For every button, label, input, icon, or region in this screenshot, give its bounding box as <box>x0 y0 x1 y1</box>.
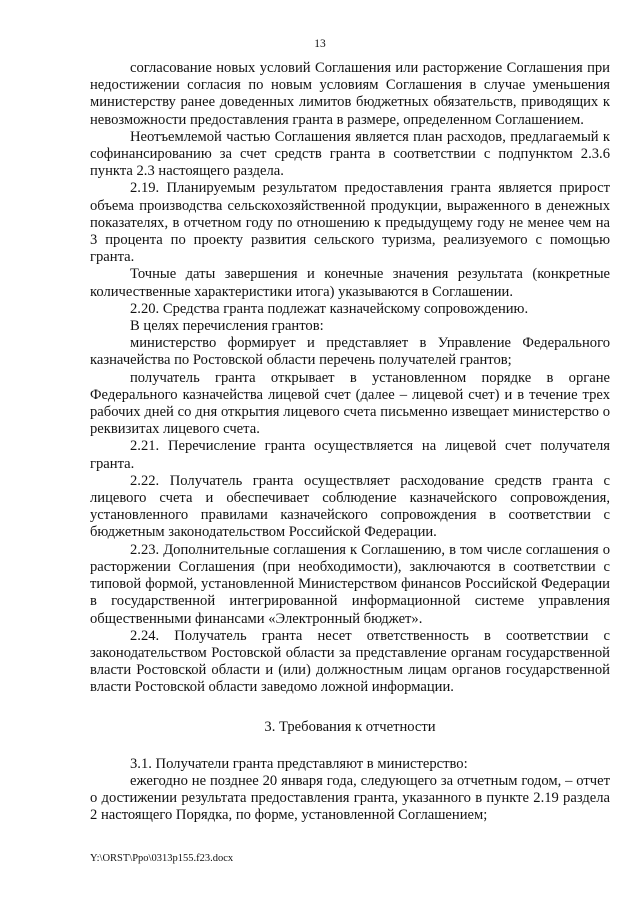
paragraph: согласование новых условий Соглашения или расторжение Соглашения при недостижении согласия по новым условиям Соглашения в случае уменьшения министерству ранее доведенных лимитов бюджетных обязательств, приводящих к невозможности предоставления гранта в размере, определенном Соглашением. <box>90 60 610 128</box>
paragraph: 2.20. Средства гранта подлежат казначейскому сопровождению. <box>130 300 529 317</box>
paragraph: получатель гранта открывает в установленном порядке в органе Федерального казначейства лицевой счет (далее – лицевой счет) и в течение трех рабочих дней со дня открытия лицевого счета письменно извещает министерство о реквизитах лицевого счета. <box>90 369 610 438</box>
document-body <box>90 60 610 825</box>
paragraph: министерство формирует и представляет в Управление Федерального казначейства по Ростовской области перечень получателей грантов; <box>90 335 610 369</box>
paragraph: 2.21. Перечисление гранта осуществляется на лицевой счет получателя гранта. <box>90 438 610 472</box>
footer-file-path: Y:\ORST\Ppo\0313p155.f23.docx <box>90 853 234 864</box>
paragraph: Точные даты завершения и конечные значения результата (конкретные количественные характеристики итога) указываются в Соглашении. <box>90 266 610 300</box>
paragraph: 2.19. Планируемым результатом предоставления гранта является прирост объема производства сельскохозяйственной продукции, выраженного в денежных показателях, в отчетном году по отношению к предыдущему году не менее чем на 3 процента по проекту развития сельского туризма, реализуемого с помощью гранта. <box>90 180 610 266</box>
paragraph: Неотъемлемой частью Соглашения является план расходов, предлагаемый к софинансированию за счет средств гранта в соответствии с подпунктом 2.3.6 пункта 2.3 настоящего раздела. <box>90 128 610 180</box>
paragraphs-before <box>90 60 610 697</box>
paragraph: 2.24. Получатель гранта несет ответственность в соответствии с законодательством Ростовской области за представление органам государственной власти Ростовской области и (или) должностным лицам органов государственной власти Ростовской области заведомо ложной информации. <box>90 627 610 696</box>
paragraph: 2.22. Получатель гранта осуществляет расходование средств гранта с лицевого счета и обеспечивает соблюдение казначейского сопровождения, установленного правилами казначейского сопровождения в соответствии с бюджетным законодательством Российской Федерации. <box>90 472 610 541</box>
paragraph: В целях перечисления грантов: <box>130 318 324 335</box>
paragraph: 2.23. Дополнительные соглашения к Соглашению, в том числе соглашения о расторжении Соглашения (при необходимости), заключаются в соответствии с типовой формой, установленной Министерством финансов Российской Федерации в государственной интегрированной информационной системе управления общественными финансами «Электронный бюджет». <box>90 541 610 627</box>
paragraph: 3.1. Получатели гранта представляют в министерство: <box>130 755 468 772</box>
page-number: 13 <box>314 38 326 50</box>
section-heading: 3. Требования к отчетности <box>264 718 436 735</box>
paragraph: ежегодно не позднее 20 января года, следующего за отчетным годом, – отчет о достижении результата предоставления гранта, указанного в пункте 2.19 раздела 2 настоящего Порядка, по форме, установленной Соглашением; <box>90 772 610 824</box>
paragraphs-after <box>90 756 610 825</box>
